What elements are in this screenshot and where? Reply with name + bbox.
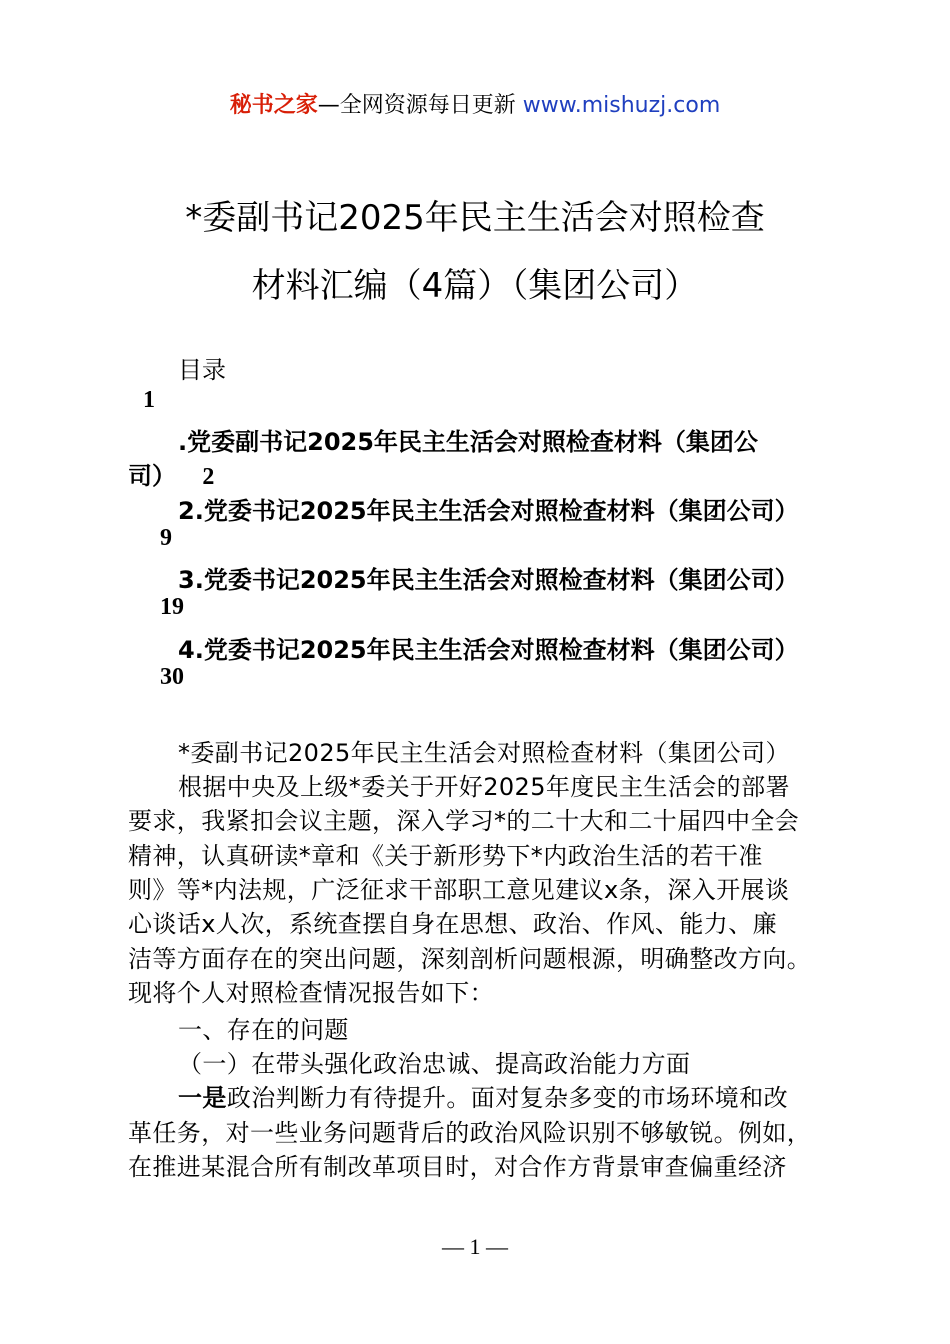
toc-item-4-page: 30 xyxy=(160,664,184,690)
paragraph-lead: 一是 xyxy=(178,1084,227,1112)
header-url[interactable]: www.mishuzj.com xyxy=(522,93,721,118)
toc-item-2-page: 9 xyxy=(160,525,172,551)
paragraph-line: 洁等方面存在的突出问题，深刻剖析问题根源，明确整改方向。 xyxy=(128,945,812,973)
page-number: — 1 — xyxy=(442,1234,508,1259)
header-tagline: —全网资源每日更新 xyxy=(317,93,516,118)
paragraph-line: 则》等*内法规，广泛征求干部职工意见建议x条，深入开展谈 xyxy=(128,876,790,904)
toc-item-1-text-cont[interactable] xyxy=(128,456,214,491)
toc-item-1-page: 2 xyxy=(202,464,215,490)
paragraph-line: 心谈话x人次，系统查摆自身在思想、政治、作风、能力、廉 xyxy=(128,910,778,938)
toc-item-3-page: 19 xyxy=(160,594,184,620)
site-header xyxy=(0,88,950,119)
toc-item-3-text[interactable]: 3.党委书记2025年民主生活会对照检查材料（集团公司） xyxy=(178,566,799,594)
paragraph-text: 政治判断力有待提升。面对复杂多变的市场环境和改 xyxy=(226,1084,789,1112)
heading-level-2: （一）在带头强化政治忠诚、提高政治能力方面 xyxy=(178,1050,691,1078)
toc-item-4-text[interactable]: 4.党委书记2025年民主生活会对照检查材料（集团公司） xyxy=(178,636,799,664)
paragraph-line: 根据中央及上级*委关于开好2025年度民主生活会的部署 xyxy=(178,773,790,801)
heading-level-1: 一、存在的问题 xyxy=(178,1016,349,1044)
paragraph-line: 革任务，对一些业务问题背后的政治风险识别不够敏锐。例如， xyxy=(128,1119,812,1147)
section-title: *委副书记2025年民主生活会对照检查材料（集团公司） xyxy=(178,739,790,767)
paragraph-line: 要求，我紧扣会议主题，深入学习*的二十大和二十届四中全会 xyxy=(128,807,800,835)
toc-label: 目录 xyxy=(178,356,226,384)
paragraph-line: 精神，认真研读*章和《关于新形势下*内政治生活的若干准 xyxy=(128,842,763,870)
brand-name: 秘书之家 xyxy=(229,93,318,118)
paragraph-line: 在推进某混合所有制改革项目时，对合作方背景审查偏重经济 xyxy=(128,1153,787,1181)
toc-item-1-text[interactable]: .党委副书记2025年民主生活会对照检查材料（集团公 xyxy=(178,428,758,456)
paragraph-line xyxy=(178,1078,788,1113)
toc-item-1-index: 1 xyxy=(143,387,155,413)
toc-item-2-text[interactable]: 2.党委书记2025年民主生活会对照检查材料（集团公司） xyxy=(178,497,799,525)
toc-item-1-text-tail: 司） xyxy=(128,462,176,490)
document-title-line-2: 材料汇编（4篇）（集团公司） xyxy=(251,266,699,306)
document-title-line-1: *委副书记2025年民主生活会对照检查 xyxy=(185,198,765,238)
paragraph-line: 现将个人对照检查情况报告如下： xyxy=(128,979,494,1007)
